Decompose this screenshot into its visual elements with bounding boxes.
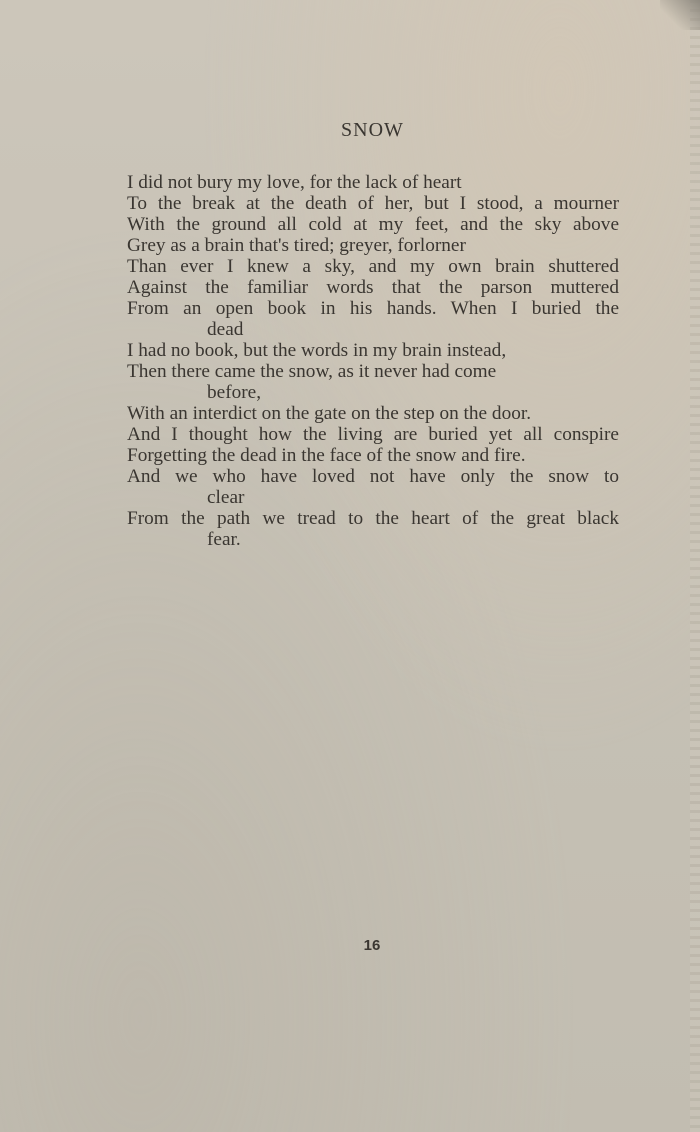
poem-body [127, 172, 619, 550]
poem-line: Than ever I knew a sky, and my own brain shuttered [127, 256, 619, 277]
page-edge [690, 0, 700, 1132]
poem-line: Against the familiar words that the parson muttered [127, 277, 619, 298]
poem-line: Forgetting the dead in the face of the snow and fire. [127, 445, 526, 466]
poem-line: I did not bury my love, for the lack of heart [127, 172, 462, 193]
poem-line: With an interdict on the gate on the step on the door. [127, 403, 532, 424]
poem-line: From an open book in his hands. When I buried the [127, 298, 619, 319]
poem-line: With the ground all cold at my feet, and the sky above [127, 214, 619, 235]
poem-line: clear [207, 487, 245, 508]
poem-line: To the break at the death of her, but I stood, a mourner [127, 193, 619, 214]
poem-line: Then there came the snow, as it never had come [127, 361, 497, 382]
poem-line: fear. [207, 529, 241, 550]
poem-line: And I thought how the living are buried yet all conspire [127, 424, 619, 445]
poem-line: From the path we tread to the heart of the great black [127, 508, 619, 529]
poem-line: before, [207, 382, 262, 403]
poem-line: I had no book, but the words in my brain instead, [127, 340, 507, 361]
page-number: 16 [363, 937, 381, 954]
poem-line: Grey as a brain that's tired; greyer, forlorner [127, 235, 466, 256]
poem-line: dead [207, 319, 244, 340]
poem-title: SNOW [341, 119, 404, 141]
poem-line: And we who have loved not have only the snow to [127, 466, 619, 487]
page-corner-shadow [660, 0, 700, 30]
